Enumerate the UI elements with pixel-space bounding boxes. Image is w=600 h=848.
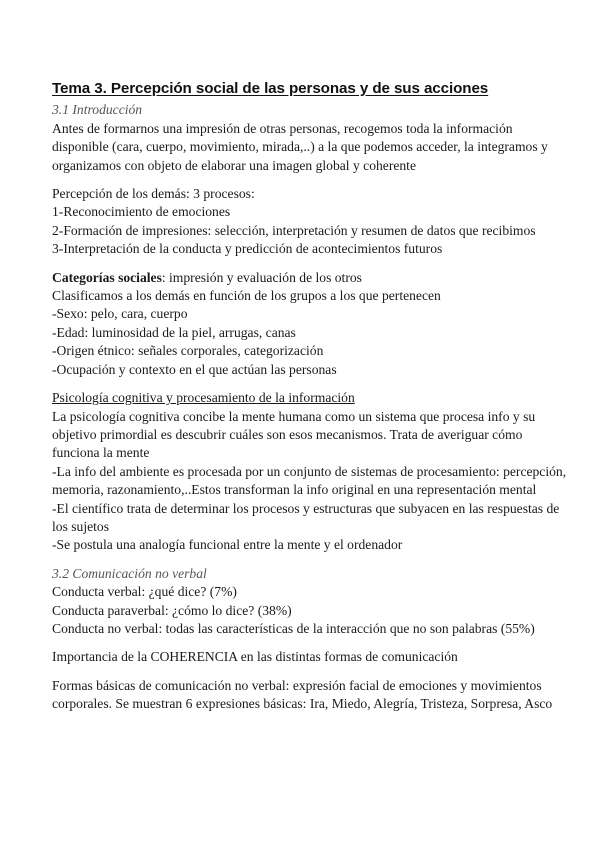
list-item: Conducta paraverbal: ¿cómo lo dice? (38%) xyxy=(52,602,292,618)
cognitiva-paragraph-3: -El científico trata de determinar los procesos y estructuras que subyacen en las respuestas de los sujetos xyxy=(52,500,560,534)
categorias-heading-rest: : impresión y evaluación de los otros xyxy=(161,269,362,285)
list-item: Conducta verbal: ¿qué dice? (7%) xyxy=(52,584,237,600)
list-item: 3-Interpretación de la conducta y predicción de acontecimientos futuros xyxy=(52,241,443,257)
section-introduccion xyxy=(52,101,572,175)
cognitiva-paragraph-1: La psicología cognitiva concibe la mente humana como un sistema que procesa info y su objetivo primordial es descubrir cuáles son esos mecanismos. Trata de averiguar cómo funciona la mente xyxy=(52,408,536,461)
list-item: -Origen étnico: señales corporales, categorización xyxy=(52,343,324,359)
psicologia-cognitiva xyxy=(52,389,572,555)
section-comunicacion-no-verbal xyxy=(52,565,572,639)
cognitiva-paragraph-2: -La info del ambiente es procesada por un conjunto de sistemas de procesamiento: percepción, memoria, razonamiento,..Estos transforman la info original en una representación mental xyxy=(52,463,567,498)
categorias-heading xyxy=(52,269,572,287)
formas-paragraph: Formas básicas de comunicación no verbal: expresión facial de emociones y movimientos corporales. Se muestran 6 expresiones básicas: Ira, Miedo, Alegría, Tristeza, Sorpresa, Asco xyxy=(52,677,553,712)
list-item: 1-Reconocimiento de emociones xyxy=(52,204,231,220)
intro-paragraph: Antes de formarnos una impresión de otras personas, recogemos toda la información disponible (cara, cuerpo, movimiento, mirada,..) a la que podemos acceder, la integramos y organizamos con objeto de elaborar una imagen global y coherente xyxy=(52,120,548,173)
list-item: 2-Formación de impresiones: selección, interpretación y resumen de datos que recibimos xyxy=(52,222,536,238)
list-item: -Edad: luminosidad de la piel, arrugas, canas xyxy=(52,324,296,340)
percepcion-heading: Percepción de los demás: 3 procesos: xyxy=(52,186,255,202)
list-item: -Ocupación y contexto en el que actúan las personas xyxy=(52,361,337,377)
categorias-bold-term: Categorías sociales xyxy=(52,269,162,285)
list-item: -Sexo: pelo, cara, cuerpo xyxy=(52,306,188,322)
list-item: Conducta no verbal: todas las características de la interacción que no son palabras (55%) xyxy=(52,620,535,636)
document-title: Tema 3. Percepción social de las personas y de sus acciones xyxy=(52,80,489,97)
section-subtitle-introduccion: 3.1 Introducción xyxy=(52,102,143,118)
percepcion-list xyxy=(52,185,572,259)
coherencia-paragraph: Importancia de la COHERENCIA en las distintas formas de comunicación xyxy=(52,649,458,665)
formas-block xyxy=(52,677,572,714)
categorias-sociales xyxy=(52,269,572,379)
coherencia-block xyxy=(52,648,572,666)
cognitiva-paragraph-4: -Se postula una analogía funcional entre la mente y el ordenador xyxy=(52,537,403,553)
section-subtitle-comunicacion: 3.2 Comunicación no verbal xyxy=(52,565,207,581)
cognitiva-heading: Psicología cognitiva y procesamiento de la información xyxy=(52,390,355,406)
document-page xyxy=(52,80,572,724)
categorias-description: Clasificamos a los demás en función de los grupos a los que pertenecen xyxy=(52,288,441,304)
